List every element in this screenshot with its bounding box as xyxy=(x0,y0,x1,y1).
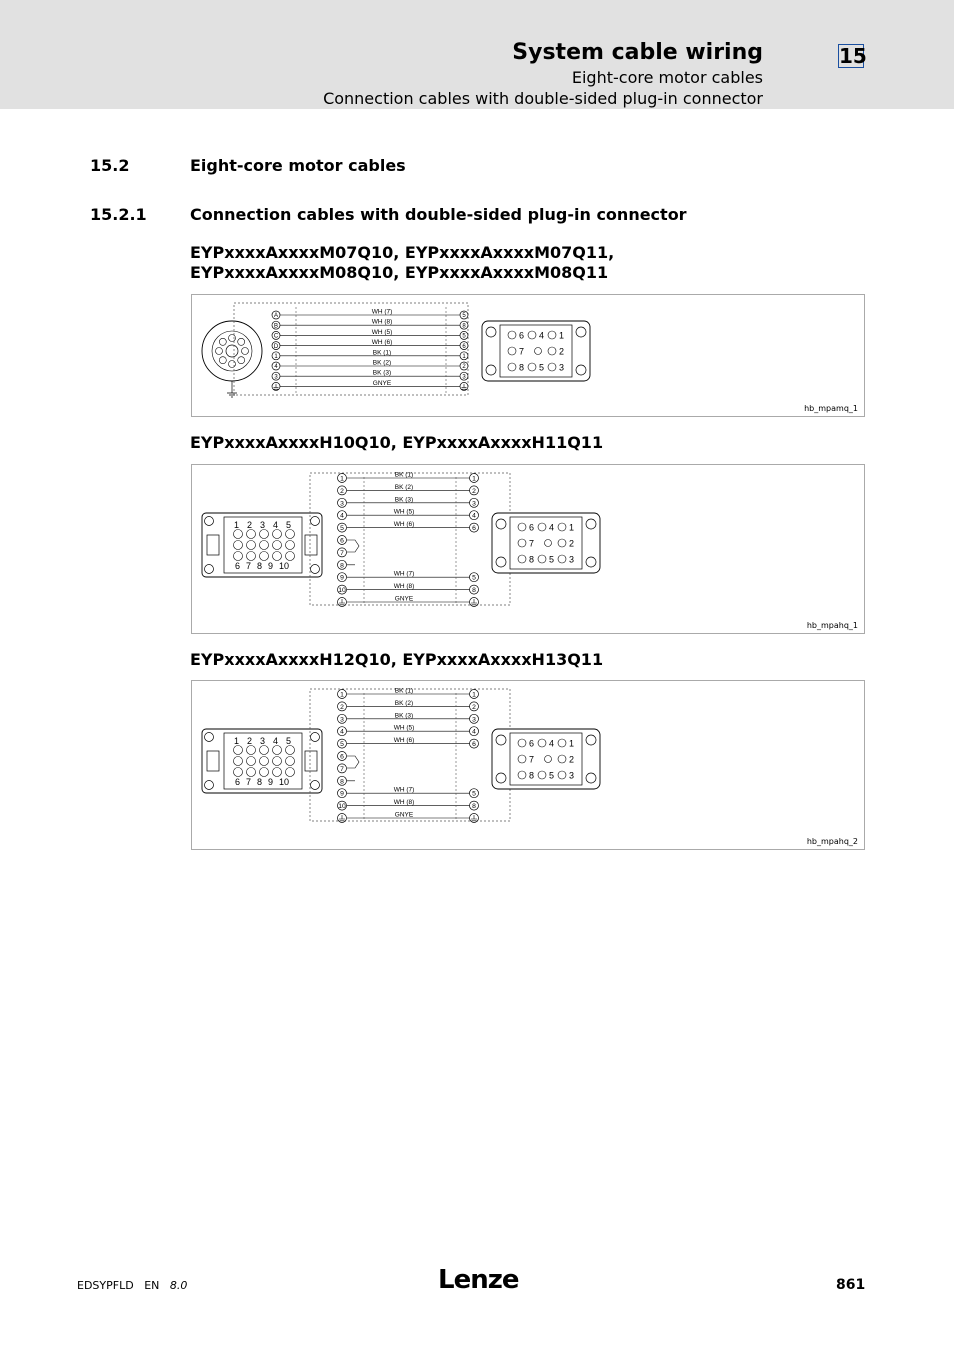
fig2-motor-connector-mount-hole xyxy=(586,519,596,529)
fig3-left-pin-label: 9 xyxy=(340,790,344,798)
motor-connector-pin xyxy=(528,331,536,339)
figure-label-3: hb_mpahq_2 xyxy=(806,837,858,846)
fig2-motor-connector-mount-hole xyxy=(496,519,506,529)
fig2-left-pin-label: 8 xyxy=(340,562,344,570)
fig2-left-pin-label: 3 xyxy=(340,500,344,508)
fig3-motor-connector-pin xyxy=(558,739,566,747)
fig2-harting-connector-pin xyxy=(247,541,256,550)
round-connector-pin xyxy=(219,338,226,345)
fig3-right-pin-label: 5 xyxy=(472,790,476,798)
fig3-harting-connector-pin-label: 6 xyxy=(235,777,241,787)
fig3-harting-connector-latch-left xyxy=(207,751,219,771)
page-number: 861 xyxy=(836,1277,866,1293)
fig2-harting-connector-latch-right xyxy=(305,535,317,555)
fig3-left-pin-label: 2 xyxy=(340,703,344,711)
footer-doc-info xyxy=(77,1279,187,1292)
fig2-motor-connector-pin-label: 5 xyxy=(549,554,555,565)
fig3-motor-connector-pin xyxy=(518,739,526,747)
left-pin-label: B xyxy=(273,323,279,330)
round-connector-pin xyxy=(238,357,245,364)
fig3-motor-connector-mount-hole xyxy=(496,735,506,745)
fig3-motor-connector-pin-label: 2 xyxy=(569,754,575,765)
fig2-motor-connector-mount-hole xyxy=(496,557,506,567)
fig2-right-pin-label: 1 xyxy=(472,475,476,483)
section-title: Eight-core motor cables xyxy=(190,156,406,175)
fig2-left-pin-label: 5 xyxy=(340,525,344,533)
motor-connector-pin xyxy=(508,331,516,339)
fig3-right-pin-label: 6 xyxy=(472,741,476,749)
left-pin-label: D xyxy=(273,343,279,350)
motor-connector-pin-label: 6 xyxy=(519,330,525,341)
wire-label: BK (3) xyxy=(372,369,392,377)
fig2-right-pin-label: 8 xyxy=(472,587,476,595)
fig2-harting-connector-pin xyxy=(273,530,282,539)
page-title: System cable wiring xyxy=(512,40,763,65)
fig2-harting-connector-pin-label: 7 xyxy=(246,561,252,571)
fig3-motor-connector-pin-label: 7 xyxy=(529,754,535,765)
fig2-harting-connector-pin xyxy=(247,552,256,561)
fig3-harting-connector-pin xyxy=(260,768,269,777)
fig3-harting-connector-pin xyxy=(286,768,295,777)
fig2-left-pin-label: 4 xyxy=(340,512,344,520)
right-pin-label: 6 xyxy=(462,343,466,350)
fig2-right-pin-label: 2 xyxy=(472,487,476,495)
fig3-harting-connector-screw xyxy=(311,733,320,742)
fig3-left-pin-label: 5 xyxy=(340,741,344,749)
fig2-motor-connector-body xyxy=(492,513,600,573)
right-pin-label: 2 xyxy=(462,364,466,371)
fig3-wire-label: WH (8) xyxy=(393,799,415,807)
fig3-harting-connector-pin-label: 9 xyxy=(268,777,274,787)
fig3-harting-connector-pin-label: 1 xyxy=(234,736,240,746)
fig2-right-pin-label: 3 xyxy=(472,500,476,508)
right-pin-label: 5 xyxy=(462,333,466,340)
fig2-motor-connector-pin xyxy=(558,523,566,531)
fig3-left-pin-label: 3 xyxy=(340,716,344,724)
footer-doc-code: EDSYPFLD xyxy=(77,1279,134,1292)
footer-lang: EN xyxy=(144,1279,160,1292)
fig3-harting-connector-pin-label: 7 xyxy=(246,777,252,787)
fig3-wire-label: GNYE xyxy=(394,811,414,819)
left-pin-label: 1 xyxy=(274,354,278,360)
fig3-motor-connector-pin-label: 4 xyxy=(549,738,555,749)
footer-version: 8.0 xyxy=(169,1279,188,1292)
page-header xyxy=(0,0,954,109)
fig3-harting-connector-pin xyxy=(286,746,295,755)
fig2-motor-connector-mount-hole xyxy=(586,557,596,567)
fig2-left-pin-label: 9 xyxy=(340,574,344,582)
figure-3-heading: EYPxxxxAxxxxH12Q10, EYPxxxxAxxxxH13Q11 xyxy=(190,650,604,669)
wiring-diagram-3 xyxy=(192,681,864,849)
motor-connector-mount-hole xyxy=(486,365,496,375)
motor-connector-pin-label: 1 xyxy=(559,330,565,341)
motor-connector-pin xyxy=(528,363,536,371)
fig2-harting-connector-pin xyxy=(260,552,269,561)
fig2-harting-connector-screw xyxy=(311,517,320,526)
fig2-harting-connector-latch-left xyxy=(207,535,219,555)
fig3-motor-connector-pin-label: 6 xyxy=(529,738,535,749)
motor-connector-pin-label: 2 xyxy=(559,346,565,357)
cable-shield xyxy=(234,303,468,395)
fig3-harting-connector-pin xyxy=(247,768,256,777)
motor-connector-pin-label: 5 xyxy=(539,362,545,373)
fig2-harting-connector-pin-label: 3 xyxy=(260,520,266,530)
fig2-motor-connector-pin-label: 1 xyxy=(569,522,575,533)
wiring-figure-1 xyxy=(191,294,865,417)
fig2-motor-connector-pin xyxy=(518,555,526,563)
fig3-wire-label: BK (1) xyxy=(394,687,414,695)
wire-label: GNYE xyxy=(372,379,392,387)
wiring-figure-2 xyxy=(191,464,865,634)
fig3-harting-connector-pin xyxy=(286,757,295,766)
fig3-harting-connector-pin-label: 3 xyxy=(260,736,266,746)
fig2-harting-connector-pin xyxy=(286,541,295,550)
left-pin-label: C xyxy=(273,333,279,340)
subsection-title: Connection cables with double-sided plug-in connector xyxy=(190,205,687,224)
fig2-harting-connector-pin-label: 8 xyxy=(257,561,263,571)
motor-connector-pin xyxy=(508,363,516,371)
fig2-motor-connector-pin-label: 4 xyxy=(549,522,555,533)
wiring-diagram-1 xyxy=(192,295,864,416)
fig3-harting-connector-pin-label: 8 xyxy=(257,777,263,787)
motor-connector-pin xyxy=(548,363,556,371)
fig3-wire-label: WH (6) xyxy=(393,737,415,745)
fig3-right-pin-label: 1 xyxy=(472,691,476,699)
fig2-harting-connector-screw xyxy=(205,517,214,526)
fig2-left-pin-label: 2 xyxy=(340,487,344,495)
fig2-right-pin-label: 5 xyxy=(472,574,476,582)
wire-label: BK (1) xyxy=(372,349,392,357)
fig3-left-pin-label: 1 xyxy=(340,691,344,699)
fig2-harting-connector-pin-label: 4 xyxy=(273,520,279,530)
fig3-motor-connector-pin-label: 5 xyxy=(549,770,555,781)
fig2-wire-label: WH (7) xyxy=(393,570,415,578)
fig2-right-pin-label: 4 xyxy=(472,512,476,520)
fig3-harting-connector-pin xyxy=(247,746,256,755)
right-pin-label: 5 xyxy=(462,313,466,320)
fig3-motor-connector-mount-hole xyxy=(586,773,596,783)
wire-label: WH (6) xyxy=(371,339,393,347)
figure-label-2: hb_mpahq_1 xyxy=(806,621,858,630)
fig2-motor-connector-pin xyxy=(538,555,546,563)
fig3-motor-connector-mount-hole xyxy=(586,735,596,745)
fig3-harting-connector-screw xyxy=(205,733,214,742)
figure-2-heading: EYPxxxxAxxxxH10Q10, EYPxxxxAxxxxH11Q11 xyxy=(190,433,604,452)
fig3-right-pin-label: 8 xyxy=(472,803,476,811)
fig2-wire-label: BK (1) xyxy=(394,471,414,479)
fig3-motor-connector-pin xyxy=(518,771,526,779)
round-connector-pin xyxy=(242,348,249,355)
fig2-motor-connector-pin-label: 8 xyxy=(529,554,535,565)
fig2-right-pin-label: 6 xyxy=(472,525,476,533)
fig3-motor-connector-pin-label: 1 xyxy=(569,738,575,749)
fig2-harting-connector-screw xyxy=(311,565,320,574)
fig2-harting-connector-pin-label: 9 xyxy=(268,561,274,571)
left-pin-label: 3 xyxy=(274,374,278,381)
fig2-wire-label: BK (2) xyxy=(394,483,414,491)
wiring-diagram-2 xyxy=(192,465,864,633)
fig3-motor-connector-body xyxy=(492,729,600,789)
fig3-left-pin-label: 10 xyxy=(338,803,346,811)
right-pin-label: 1 xyxy=(462,354,466,360)
right-pin-label: 8 xyxy=(462,323,466,330)
fig2-wire-label: BK (3) xyxy=(394,496,414,504)
fig3-harting-connector-pin xyxy=(273,768,282,777)
wiring-figure-3 xyxy=(191,680,865,850)
motor-connector-pin xyxy=(548,347,556,355)
fig2-left-pin-label: 1 xyxy=(340,475,344,483)
fig2-wire-label: WH (5) xyxy=(393,508,415,516)
fig3-wire-label: WH (5) xyxy=(393,724,415,732)
wire-label: WH (8) xyxy=(371,318,393,326)
motor-connector-pin-label: 4 xyxy=(539,330,545,341)
fig2-motor-connector-pin xyxy=(558,539,566,547)
motor-connector-mount-hole xyxy=(576,327,586,337)
fig2-left-pin-label: 10 xyxy=(338,587,346,595)
fig3-motor-connector-pin xyxy=(558,755,566,763)
fig2-motor-connector-pin xyxy=(538,523,546,531)
fig3-wire-label: WH (7) xyxy=(393,786,415,794)
fig2-harting-connector-pin xyxy=(234,552,243,561)
figure-1-heading-line1: EYPxxxxAxxxxM07Q10, EYPxxxxAxxxxM07Q11, xyxy=(190,243,615,262)
fig2-harting-connector-pin xyxy=(286,552,295,561)
right-pin-label: 3 xyxy=(462,374,466,381)
motor-connector-pin-label: 3 xyxy=(559,362,565,373)
figure-1-heading xyxy=(190,243,614,283)
fig2-harting-connector-pin-label: 1 xyxy=(234,520,240,530)
round-connector-pin xyxy=(229,361,236,368)
fig3-motor-connector-pin-label: 8 xyxy=(529,770,535,781)
fig2-motor-connector-pin xyxy=(518,539,526,547)
fig3-motor-connector-pin xyxy=(518,755,526,763)
subsection-number: 15.2.1 xyxy=(90,205,147,224)
fig3-harting-connector-screw xyxy=(311,781,320,790)
page-subtitle-1: Eight-core motor cables xyxy=(571,68,763,87)
fig2-motor-connector-pin-label: 2 xyxy=(569,538,575,549)
fig3-harting-connector-pin xyxy=(247,757,256,766)
fig3-harting-connector-latch-right xyxy=(305,751,317,771)
fig3-harting-connector-pin xyxy=(234,768,243,777)
motor-connector-pin xyxy=(508,347,516,355)
fig2-motor-connector-pin-label: 3 xyxy=(569,554,575,565)
figure-label-1: hb_mpamq_1 xyxy=(804,404,858,413)
fig3-harting-connector-pin xyxy=(273,757,282,766)
fig3-wire-label: BK (2) xyxy=(394,699,414,707)
fig2-wire-label: WH (8) xyxy=(393,583,415,591)
fig2-harting-connector-pin xyxy=(260,541,269,550)
fig3-harting-connector-pin-label: 5 xyxy=(286,736,292,746)
ground-symbol xyxy=(227,393,237,397)
fig3-harting-connector-pin-label: 4 xyxy=(273,736,279,746)
fig2-pin-bridge xyxy=(347,540,359,565)
fig3-motor-connector-pin-label: 3 xyxy=(569,770,575,781)
fig3-harting-connector-pin xyxy=(234,757,243,766)
figure-1-heading-line2: EYPxxxxAxxxxM08Q10, EYPxxxxAxxxxM08Q11 xyxy=(190,263,609,282)
fig2-harting-connector-pin xyxy=(273,541,282,550)
fig3-left-pin-label: 6 xyxy=(340,753,344,761)
fig2-harting-connector-pin xyxy=(247,530,256,539)
fig2-harting-connector-pin xyxy=(234,530,243,539)
motor-connector-pin-label: 7 xyxy=(519,346,525,357)
round-connector-pin xyxy=(238,338,245,345)
motor-connector-mount-hole xyxy=(486,327,496,337)
fig2-harting-connector-pin-label: 6 xyxy=(235,561,241,571)
fig2-left-pin-label: 7 xyxy=(340,549,344,557)
round-connector-pin xyxy=(216,348,223,355)
fig3-harting-connector-pin xyxy=(260,757,269,766)
fig3-pin-bridge xyxy=(347,756,359,781)
left-pin-label: A xyxy=(273,313,279,320)
left-pin-label: 4 xyxy=(274,364,278,371)
fig3-wire-label: BK (3) xyxy=(394,712,414,720)
round-connector-pin xyxy=(229,335,236,342)
fig3-left-pin-label: 4 xyxy=(340,728,344,736)
fig2-harting-connector-screw xyxy=(205,565,214,574)
fig3-left-pin-label: 8 xyxy=(340,778,344,786)
fig3-left-pin-label: 7 xyxy=(340,765,344,773)
fig3-right-pin-label: 4 xyxy=(472,728,476,736)
motor-connector-pin xyxy=(548,331,556,339)
fig2-harting-connector-pin-label: 5 xyxy=(286,520,292,530)
fig2-wire-label: GNYE xyxy=(394,595,414,603)
fig3-harting-connector-pin-label: 2 xyxy=(247,736,253,746)
lenze-logo: Lenze xyxy=(438,1265,519,1295)
wire-label: BK (2) xyxy=(372,359,392,367)
fig3-harting-connector-pin-label: 10 xyxy=(279,777,290,787)
fig3-motor-connector-pin xyxy=(538,771,546,779)
fig3-motor-connector-pin xyxy=(558,771,566,779)
fig2-harting-connector-pin xyxy=(273,552,282,561)
fig3-harting-connector-pin xyxy=(234,746,243,755)
page-subtitle-2: Connection cables with double-sided plug-in connector xyxy=(323,89,763,108)
section-number: 15.2 xyxy=(90,156,130,175)
fig2-motor-connector-pin-label: 6 xyxy=(529,522,535,533)
fig2-harting-connector-pin xyxy=(286,530,295,539)
fig3-motor-connector-mount-hole xyxy=(496,773,506,783)
wire-label: WH (7) xyxy=(371,308,393,316)
fig2-harting-connector-pin xyxy=(234,541,243,550)
fig2-motor-connector-pin-label: 7 xyxy=(529,538,535,549)
motor-connector-mount-hole xyxy=(576,365,586,375)
fig2-left-pin-label: 6 xyxy=(340,537,344,545)
fig3-right-pin-label: 3 xyxy=(472,716,476,724)
motor-connector-pin-label: 8 xyxy=(519,362,525,373)
fig2-harting-connector-pin-label: 2 xyxy=(247,520,253,530)
fig3-motor-connector-pin xyxy=(538,739,546,747)
chapter-number: 15 xyxy=(839,44,867,68)
round-connector-pin xyxy=(219,357,226,364)
wire-label: WH (5) xyxy=(371,328,393,336)
motor-connector-body xyxy=(482,321,590,381)
fig2-harting-connector-pin-label: 10 xyxy=(279,561,290,571)
fig3-harting-connector-screw xyxy=(205,781,214,790)
fig2-wire-label: WH (6) xyxy=(393,521,415,529)
fig3-harting-connector-pin xyxy=(273,746,282,755)
fig2-harting-connector-pin xyxy=(260,530,269,539)
fig3-harting-connector-pin xyxy=(260,746,269,755)
round-connector-center xyxy=(226,345,238,357)
fig2-motor-connector-pin xyxy=(518,523,526,531)
fig2-motor-connector-pin xyxy=(558,555,566,563)
fig3-right-pin-label: 2 xyxy=(472,703,476,711)
